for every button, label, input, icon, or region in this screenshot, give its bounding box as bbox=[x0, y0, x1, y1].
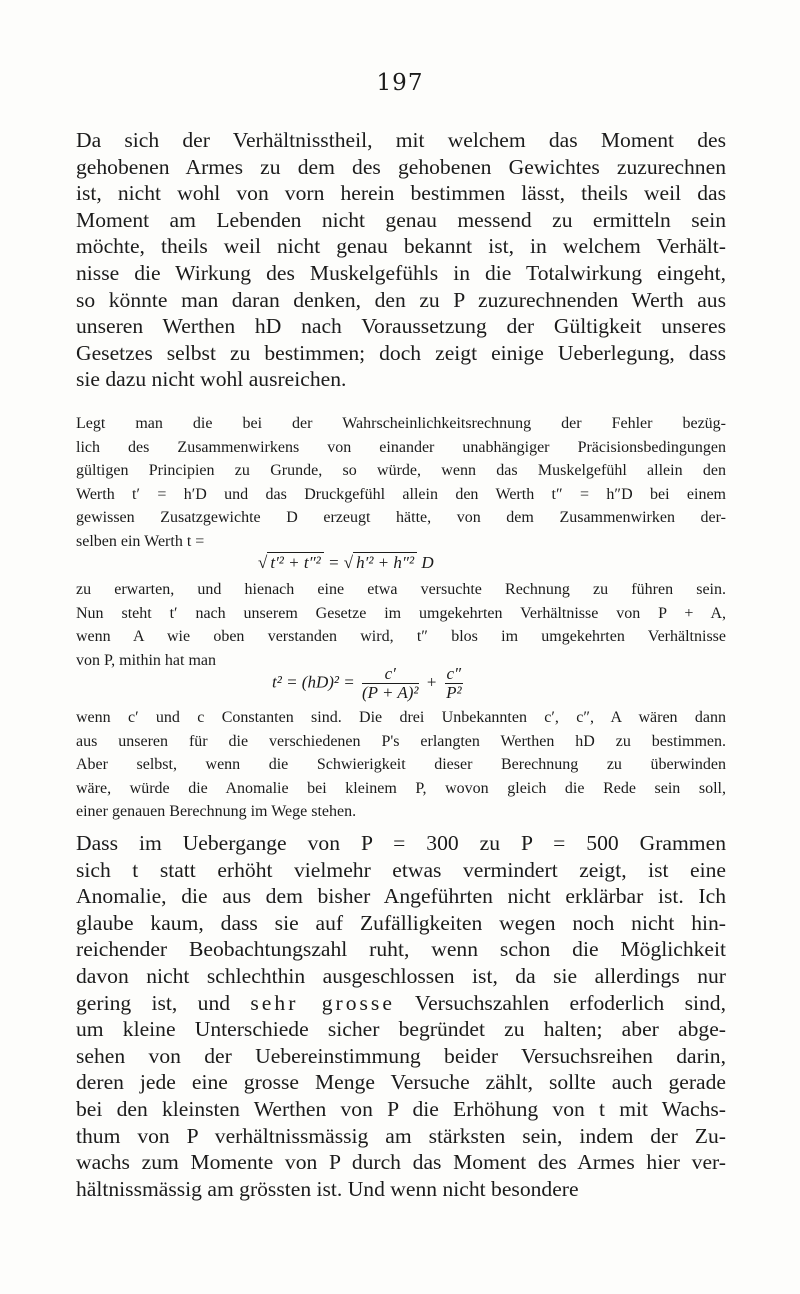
main-text-line: Gesetzes selbst zu bestimmen; doch zeigt einige Ueberlegung, dass bbox=[76, 340, 726, 365]
main-text-line: gering ist, und sehr grosse Versuchszahlen erfoderlich sind, bbox=[76, 990, 726, 1015]
formula-lhs: t² = (hD)² = bbox=[272, 672, 355, 692]
paragraph-main-1 bbox=[76, 127, 726, 393]
fraction-2 bbox=[445, 665, 464, 702]
main-text-line: so könnte man daran denken, den zu P zuzurechnenden Werth aus bbox=[76, 287, 726, 312]
note-text-line: von P, mithin hat man bbox=[76, 651, 216, 669]
fraction-1 bbox=[362, 665, 419, 702]
main-text-line: thum von P verhältnissmässig am stärksten sein, indem der Zu- bbox=[76, 1123, 726, 1148]
formula-radicand-2: h′² + h″² bbox=[353, 552, 417, 572]
formula-fraction-sum bbox=[272, 665, 466, 702]
note-text-line: einer genauen Berechnung im Wege stehen. bbox=[76, 803, 357, 820]
formula-plus: + bbox=[425, 672, 438, 692]
main-text-line: hältnissmässig am grössten ist. Und wenn nicht besondere bbox=[76, 1176, 579, 1201]
main-text-line: deren jede eine grosse Menge Versuche zählt, sollte auch gerade bbox=[76, 1070, 726, 1095]
main-text-line: wachs zum Momente von P durch das Moment des Armes hier ver- bbox=[76, 1150, 726, 1175]
footnote-block-a bbox=[76, 412, 726, 553]
formula-root-sum: √ t′² + t″² = √ h′² + h″² D bbox=[258, 553, 434, 572]
fraction-2-numerator: c″ bbox=[446, 664, 462, 683]
main-text-line: Da sich der Verhältnisstheil, mit welchem das Moment des bbox=[76, 128, 726, 152]
main-text-line: um kleine Unterschiede sicher begründet zu halten; aber abge- bbox=[76, 1017, 726, 1042]
note-text-line: aus unseren für die verschiedenen P's erlangten Werthen hD zu bestimmen. bbox=[76, 732, 726, 750]
main-text-line: sie dazu nicht wohl ausreichen. bbox=[76, 367, 347, 392]
footnote-block-b bbox=[76, 578, 726, 672]
main-text-line: sehen von der Uebereinstimmung beider Versuchsreihen darin, bbox=[76, 1043, 726, 1068]
formula-radicand-1: t′² + t″² bbox=[267, 552, 323, 572]
main-text-line: unseren Werthen hD nach Voraussetzung der Gültigkeit unseres bbox=[76, 314, 726, 339]
main-text-line: bei den kleinsten Werthen von P die Erhöhung von t mit Wachs- bbox=[76, 1096, 726, 1121]
main-text-line: Moment am Lebenden nicht genau messend zu ermitteln sein bbox=[76, 207, 726, 232]
formula-equals: = bbox=[328, 553, 340, 572]
note-text-line: wäre, würde die Anomalie bei kleinem P, wovon gleich die Rede sein soll, bbox=[76, 779, 726, 797]
note-text-line: selben ein Werth t = bbox=[76, 532, 205, 550]
main-text-line: davon nicht schlechthin ausgeschlossen ist, da sie allerdings nur bbox=[76, 963, 726, 988]
main-text-line: reichender Beobachtungszahl ruht, wenn schon die Möglichkeit bbox=[76, 937, 726, 962]
main-text-line: Dass im Uebergange von P = 300 zu P = 500 Grammen bbox=[76, 831, 726, 855]
fraction-1-denominator: (P + A)² bbox=[361, 683, 419, 702]
note-text-line: wenn A wie oben verstanden wird, t″ blos im umgekehrten Verhältnisse bbox=[76, 628, 726, 645]
main-text-line: gehobenen Armes zu dem des gehobenen Gewichtes zuzurechnen bbox=[76, 154, 726, 179]
note-text-line: wenn c′ und c Constanten sind. Die drei Unbekannten c′, c″, A wären dann bbox=[76, 709, 726, 726]
fraction-1-numerator: c′ bbox=[362, 665, 419, 684]
main-text-line: möchte, theils weil nicht genau bekannt ist, in welchem Verhält- bbox=[76, 234, 726, 259]
emphasis-text: sehr grosse bbox=[250, 990, 395, 1015]
main-text-line: Anomalie, die aus dem bisher Angeführten nicht erklärbar ist. Ich bbox=[76, 884, 726, 909]
note-text-line: gewissen Zusatzgewichte D erzeugt hätte, von dem Zusammenwirken der- bbox=[76, 509, 726, 526]
main-text-line: sich t statt erhöht vielmehr etwas vermindert zeigt, ist eine bbox=[76, 857, 726, 882]
note-text-line: Legt man die bei der Wahrscheinlichkeitsrechnung der Fehler bezüg- bbox=[76, 415, 726, 432]
footnote-block-c bbox=[76, 706, 726, 824]
main-text-line: nisse die Wirkung des Muskelgefühls in die Totalwirkung eingeht, bbox=[76, 260, 726, 285]
formula-tail: D bbox=[421, 553, 434, 572]
note-text-line: zu erwarten, und hienach eine etwa versuchte Rechnung zu führen sein. bbox=[76, 581, 726, 598]
note-text-line: lich des Zusammenwirkens von einander unabhängiger Präcisionsbedingungen bbox=[76, 438, 726, 456]
fraction-2-denominator: P² bbox=[446, 683, 462, 702]
note-text-line: Werth t′ = h′D und das Druckgefühl allein den Werth t″ = h″D bei einem bbox=[76, 485, 726, 503]
main-text-line: glaube kaum, dass sie auf Zufälligkeiten wegen noch nicht hin- bbox=[76, 910, 726, 935]
main-text-line: ist, nicht wohl von vorn herein bestimmen lässt, theils weil das bbox=[76, 181, 726, 206]
paragraph-main-2 bbox=[76, 830, 726, 1202]
page-number: 197 bbox=[376, 70, 424, 96]
note-text-line: gültigen Principien zu Grunde, so würde, wenn das Muskelgefühl allein den bbox=[76, 462, 726, 479]
note-text-line: Nun steht t′ nach unserem Gesetze im umgekehrten Verhältnisse von P + A, bbox=[76, 604, 726, 622]
note-text-line: Aber selbst, wenn die Schwierigkeit dieser Berechnung zu überwinden bbox=[76, 756, 726, 773]
